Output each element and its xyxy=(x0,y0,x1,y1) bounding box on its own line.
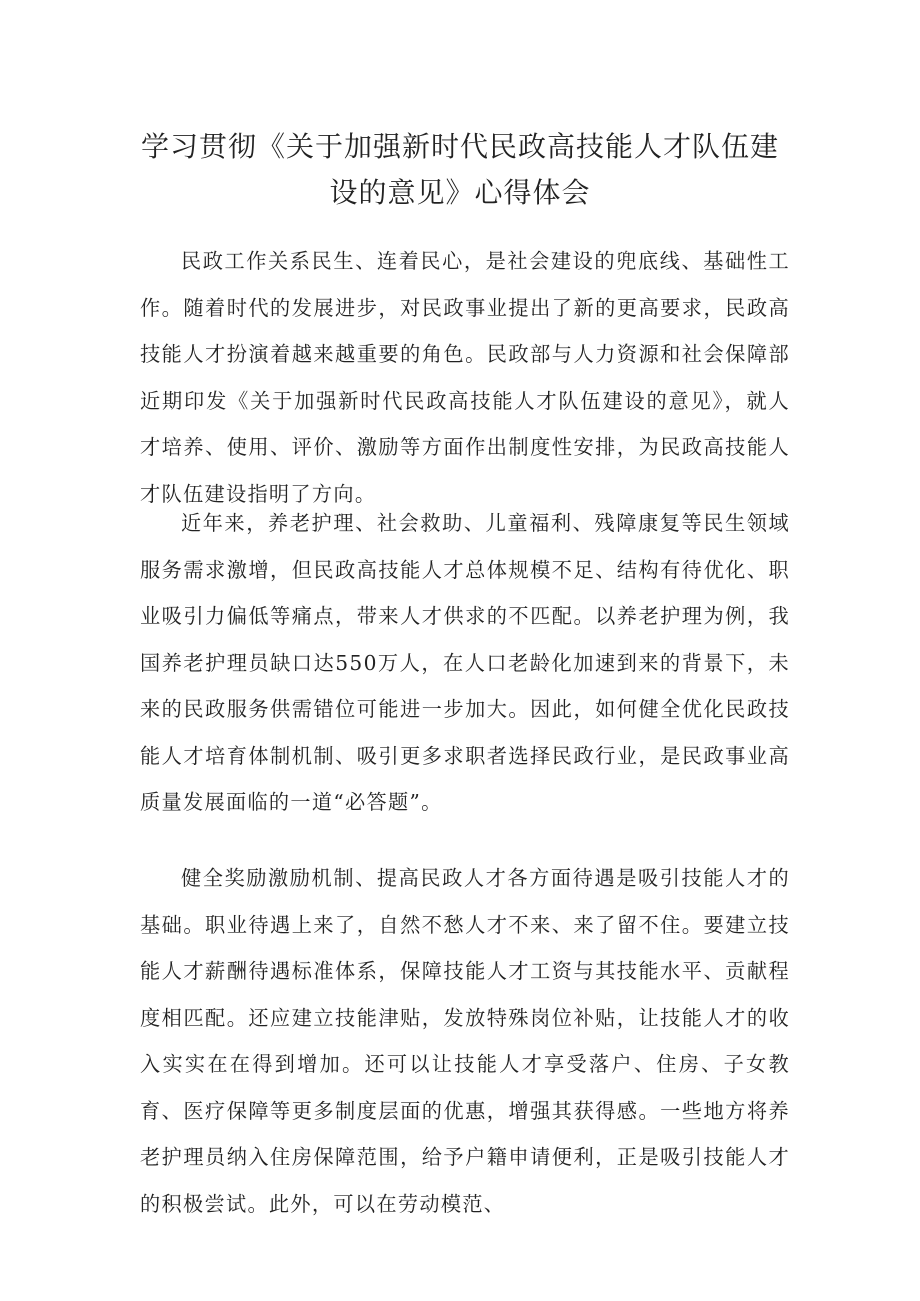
body-paragraph: 近年来，养老护理、社会救助、儿童福利、残障康复等民生领域服务需求激增，但民政高技能人才总体规模不足、结构有待优化、职业吸引力偏低等痛点，带来人才供求的不匹配。以养老护理为例，我国养老护理员缺口达550万人，在人口老龄化加速到来的背景下，未来的民政服务供需错位可能进一步加大。因此，如何健全优化民政技能人才培育体制机制、吸引更多求职者选择民政行业，是民政事业高质量发展面临的一道“必答题”。 xyxy=(140,511,790,814)
document-title: 学习贯彻《关于加强新时代民政高技能人才队伍建设的意见》心得体会 xyxy=(140,130,779,209)
body-paragraph: 民政工作关系民生、连着民心，是社会建设的兜底线、基础性工作。随着时代的发展进步，对民政事业提出了新的更高要求，民政高技能人才扮演着越来越重要的角色。民政部与人力资源和社会保障部近期印发《关于加强新时代民政高技能人才队伍建设的意见》，就人才培养、使用、评价、激励等方面作出制度性安排，为民政高技能人才队伍建设指明了方向。 xyxy=(140,249,790,506)
body-paragraph: 健全奖励激励机制、提高民政人才各方面待遇是吸引技能人才的基础。职业待遇上来了，自然不愁人才不来、来了留不住。要建立技能人才薪酬待遇标准体系，保障技能人才工资与其技能水平、贡献程度相匹配。还应建立技能津贴，发放特殊岗位补贴，让技能人才的收入实实在在得到增加。还可以让技能人才享受落户、住房、子女教育、医疗保障等更多制度层面的优惠，增强其获得感。一些地方将养老护理员纳入住房保障范围，给予户籍申请便利，正是吸引技能人才的积极尝试。此外，可以在劳动模范、 xyxy=(140,866,790,1216)
